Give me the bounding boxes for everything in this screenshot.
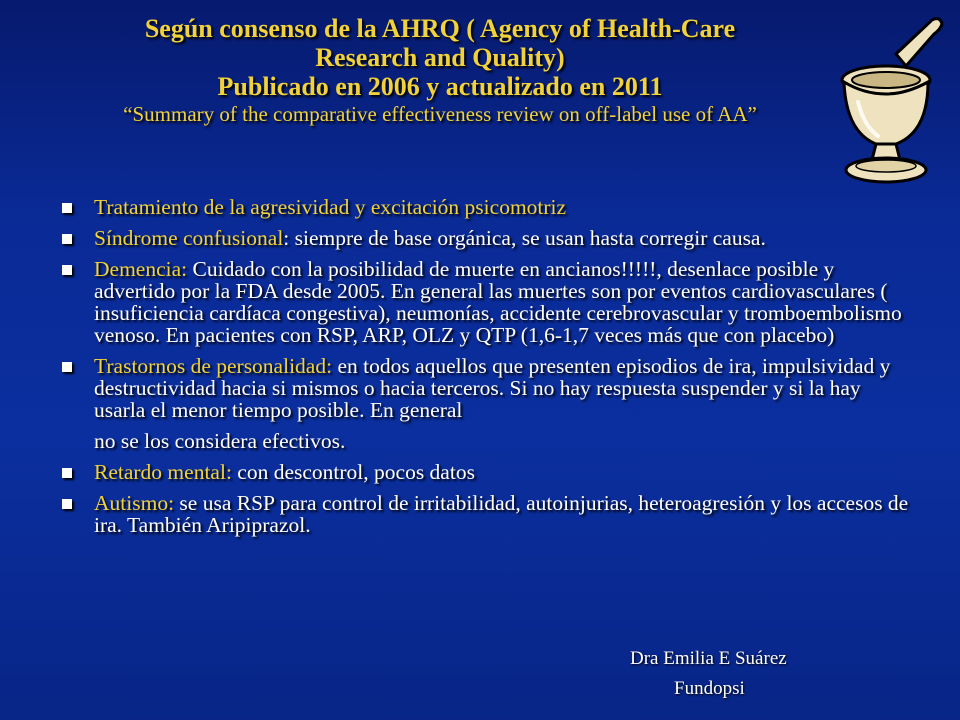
bullet-list [60,196,910,545]
bullet-text: se usa RSP para control de irritabilidad, autoinjurias, heteroagresión y los accesos de ira. También Aripiprazol. [94,491,909,537]
title-subtitle: “Summary of the comparative effectiveness review on off-label use of AA” [123,102,757,126]
bullet-square-icon [62,203,72,213]
bullet-square-icon [62,234,72,244]
bullet-highlight: Síndrome confusional [94,226,284,250]
bullet-text: : siempre de base orgánica, se usan hasta corregir causa. [283,226,766,250]
signature [600,644,840,704]
author-organization: Fundopsi [674,678,745,699]
bullet-highlight: Trastornos de personalidad: [94,354,333,378]
bullet-highlight: Tratamiento de la agresividad y excitación psicomotriz [94,195,567,219]
list-item [60,227,910,249]
continuation-text: no se los considera efectivos. [94,429,346,453]
bullet-square-icon [62,499,72,509]
bullet-square-icon [62,265,72,275]
bullet-highlight: Autismo: [94,491,175,515]
list-item [60,492,910,536]
bullet-text: Cuidado con la posibilidad de muerte en ancianos!!!!!, desenlace posible y advertido por la FDA desde 2005. En general las muertes son por eventos cardiovasculares ( insuficiencia cardíaca congestiva), neumonías, accidente cerebrovascular y tromboembolismo venoso. En pacientes con RSP, ARP, OLZ y QTP (1,6-1,7 veces más que con placebo) [94,257,902,347]
title-line-3: Publicado en 2006 y actualizado en 2011 [217,72,663,101]
list-item [60,355,910,421]
list-item [60,258,910,346]
title-line-2: Research and Quality) [315,43,565,72]
bullet-square-icon [62,468,72,478]
list-item [60,196,910,218]
slide-title [60,14,820,127]
bullet-highlight: Demencia: [94,257,188,281]
list-item [60,461,910,483]
author-name: Dra Emilia E Suárez [630,648,787,669]
bullet-text: con descontrol, pocos datos [231,460,475,484]
list-item-continuation [60,430,910,452]
bullet-text: en todos aquellos que presenten episodios de ira, impulsividad y destructividad hacia si mismos o hacia terceros. Si no hay respuesta suspender y si la hay usarla el menor tiempo posible. En general [94,354,891,422]
bullet-highlight: Retardo mental: [94,460,232,484]
mortar-and-pestle-icon [836,14,946,186]
title-line-1: Según consenso de la AHRQ ( Agency of Health-Care [144,14,736,43]
bullet-square-icon [62,362,72,372]
